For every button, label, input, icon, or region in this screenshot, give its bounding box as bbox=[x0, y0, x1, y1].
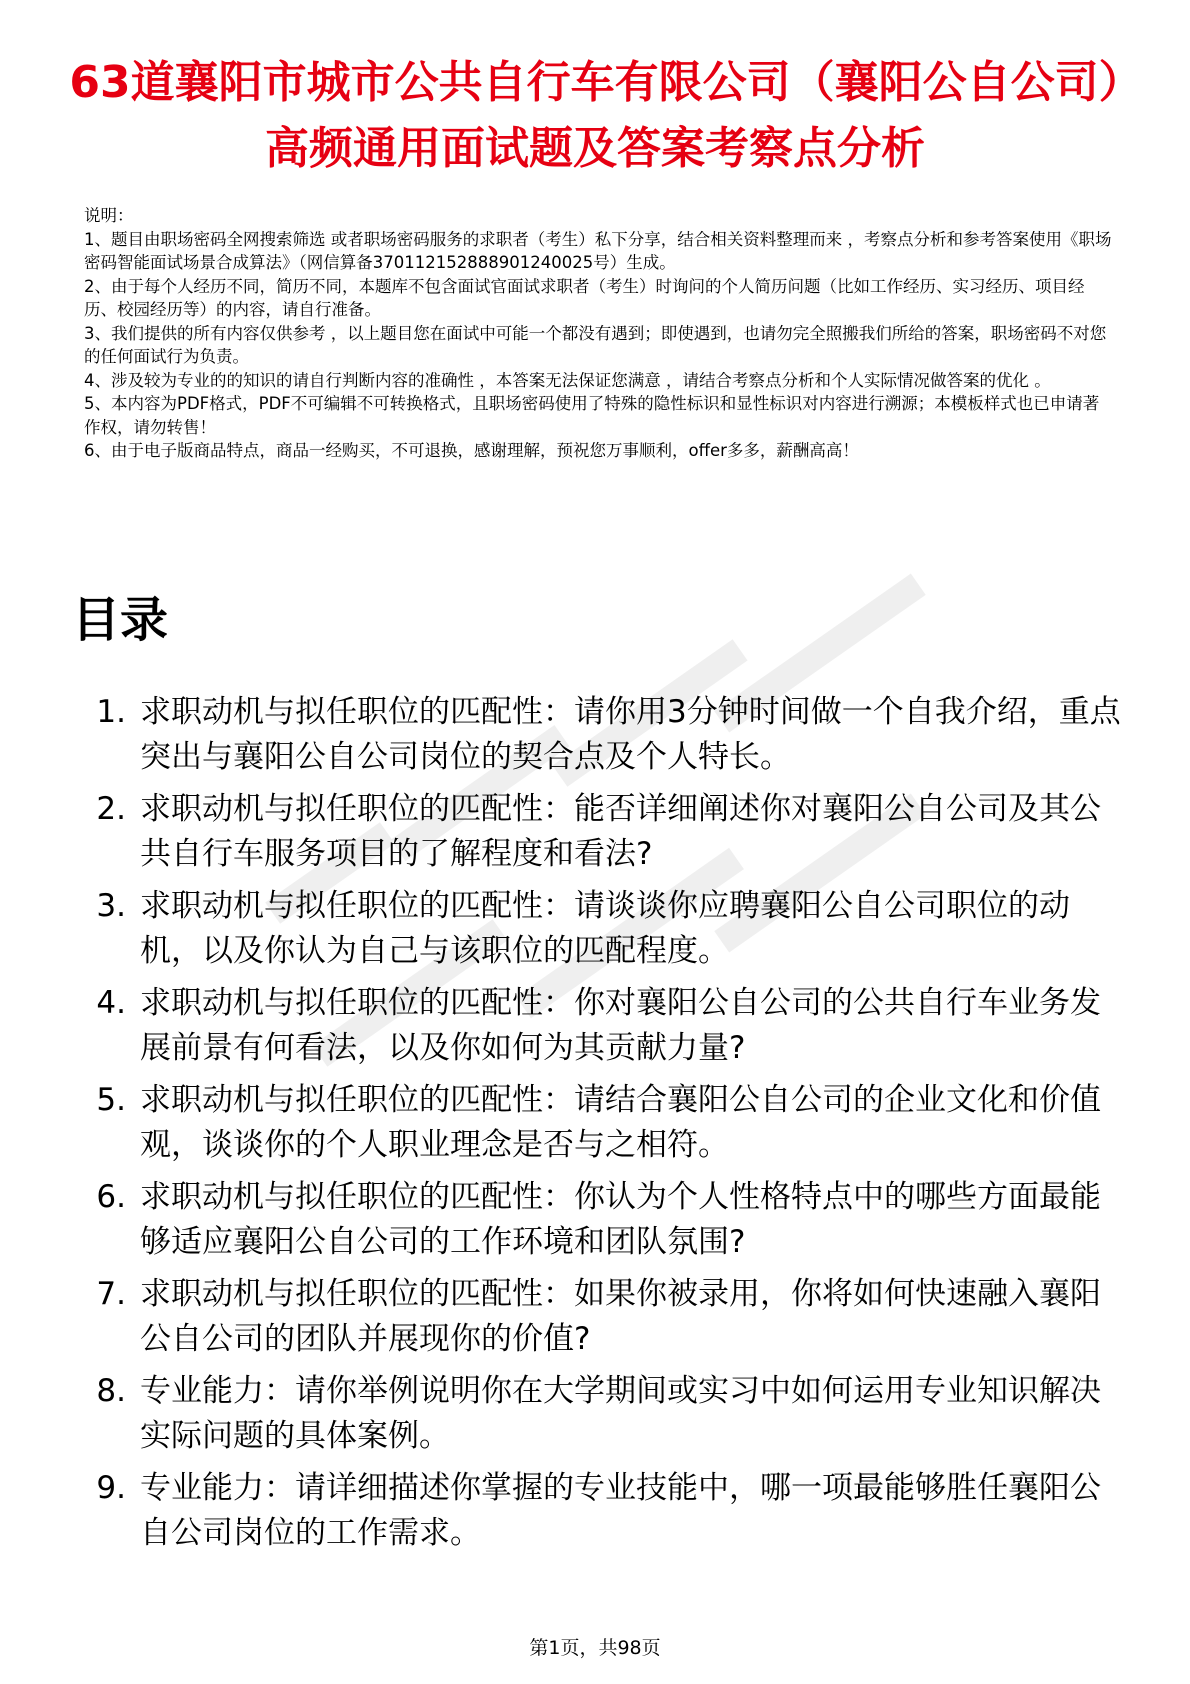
toc-item-number: 8. bbox=[96, 1373, 126, 1409]
note-item: 2、由于每个人经历不同，简历不同，本题库不包含面试官面试求职者（考生）时询问的个人简历问题（比如工作经历、实习经历、项目经历、校园经历等）的内容，请自行准备。 bbox=[84, 276, 1085, 319]
toc-heading: 目录 bbox=[72, 592, 169, 648]
toc-item-number: 9. bbox=[96, 1470, 126, 1506]
toc-item-text: 求职动机与拟任职位的匹配性：能否详细阐述你对襄阳公自公司及其公共自行车服务项目的了解程度和看法? bbox=[140, 791, 1101, 872]
toc-item[interactable] bbox=[72, 1466, 1122, 1556]
notes-section bbox=[84, 204, 1114, 463]
toc-item[interactable] bbox=[72, 1369, 1122, 1459]
toc-item-text: 求职动机与拟任职位的匹配性：请谈谈你应聘襄阳公自公司职位的动机，以及你认为自己与该职位的匹配程度。 bbox=[140, 888, 1070, 969]
toc-item[interactable] bbox=[72, 787, 1122, 877]
note-item: 3、我们提供的所有内容仅供参考 ，以上题目您在面试中可能一个都没有遇到；即使遇到，也请勿完全照搬我们所给的答案，职场密码不对您的任何面试行为负责。 bbox=[84, 323, 1107, 366]
toc-item-number: 3. bbox=[96, 888, 126, 924]
toc-item-text: 求职动机与拟任职位的匹配性：如果你被录用，你将如何快速融入襄阳公自公司的团队并展现你的价值? bbox=[140, 1276, 1101, 1357]
toc-item[interactable] bbox=[72, 884, 1122, 974]
toc-item-number: 7. bbox=[96, 1276, 126, 1312]
toc-item-text: 求职动机与拟任职位的匹配性：你认为个人性格特点中的哪些方面最能够适应襄阳公自公司的工作环境和团队氛围? bbox=[140, 1179, 1101, 1260]
toc-list bbox=[72, 690, 1122, 1563]
toc-item[interactable] bbox=[72, 690, 1122, 780]
page-title: 63道襄阳市城市公共自行车有限公司（襄阳公自公司）高频通用面试题及答案考察点分析 bbox=[69, 57, 1121, 174]
note-item: 6、由于电子版商品特点，商品一经购买，不可退换，感谢理解，预祝您万事顺利，offer多多，薪酬高高！ bbox=[84, 441, 859, 460]
toc-item-number: 4. bbox=[96, 985, 126, 1021]
toc-item-text: 求职动机与拟任职位的匹配性：请结合襄阳公自公司的企业文化和价值观，谈谈你的个人职业理念是否与之相符。 bbox=[140, 1082, 1101, 1163]
toc-item-text: 专业能力：请详细描述你掌握的专业技能中，哪一项最能够胜任襄阳公自公司岗位的工作需求。 bbox=[140, 1470, 1101, 1551]
page-footer: 第1页，共98页 bbox=[529, 1637, 661, 1659]
toc-item-text: 专业能力：请你举例说明你在大学期间或实习中如何运用专业知识解决实际问题的具体案例。 bbox=[140, 1373, 1101, 1454]
toc-item[interactable] bbox=[72, 1175, 1122, 1265]
toc-item[interactable] bbox=[72, 1078, 1122, 1168]
notes-label: 说明： bbox=[84, 206, 134, 225]
toc-item-number: 6. bbox=[96, 1179, 126, 1215]
toc-item-number: 5. bbox=[96, 1082, 126, 1118]
toc-item-number: 2. bbox=[96, 791, 126, 827]
toc-item[interactable] bbox=[72, 1272, 1122, 1362]
note-item: 5、本内容为PDF格式，PDF不可编辑不可转换格式，且职场密码使用了特殊的隐性标识和显性标识对内容进行溯源；本模板样式也已申请著作权，请勿转售！ bbox=[84, 394, 1100, 437]
toc-item-text: 求职动机与拟任职位的匹配性：请你用3分钟时间做一个自我介绍，重点突出与襄阳公自公司岗位的契合点及个人特长。 bbox=[140, 694, 1121, 775]
note-item: 4、涉及较为专业的的知识的请自行判断内容的准确性 ，本答案无法保证您满意 ，请结合考察点分析和个人实际情况做答案的优化 。 bbox=[84, 370, 1051, 390]
toc-item[interactable] bbox=[72, 981, 1122, 1071]
toc-item-text: 求职动机与拟任职位的匹配性：你对襄阳公自公司的公共自行车业务发展前景有何看法，以及你如何为其贡献力量? bbox=[140, 985, 1101, 1066]
toc-item-number: 1. bbox=[96, 694, 126, 730]
note-item: 1、题目由职场密码全网搜索筛选 或者职场密码服务的求职者（考生）私下分享，结合相关资料整理而来 ，考察点分析和参考答案使用《职场密码智能面试场景合成算法》（网信算备370112152888901240025号）生成。 bbox=[84, 229, 1112, 272]
